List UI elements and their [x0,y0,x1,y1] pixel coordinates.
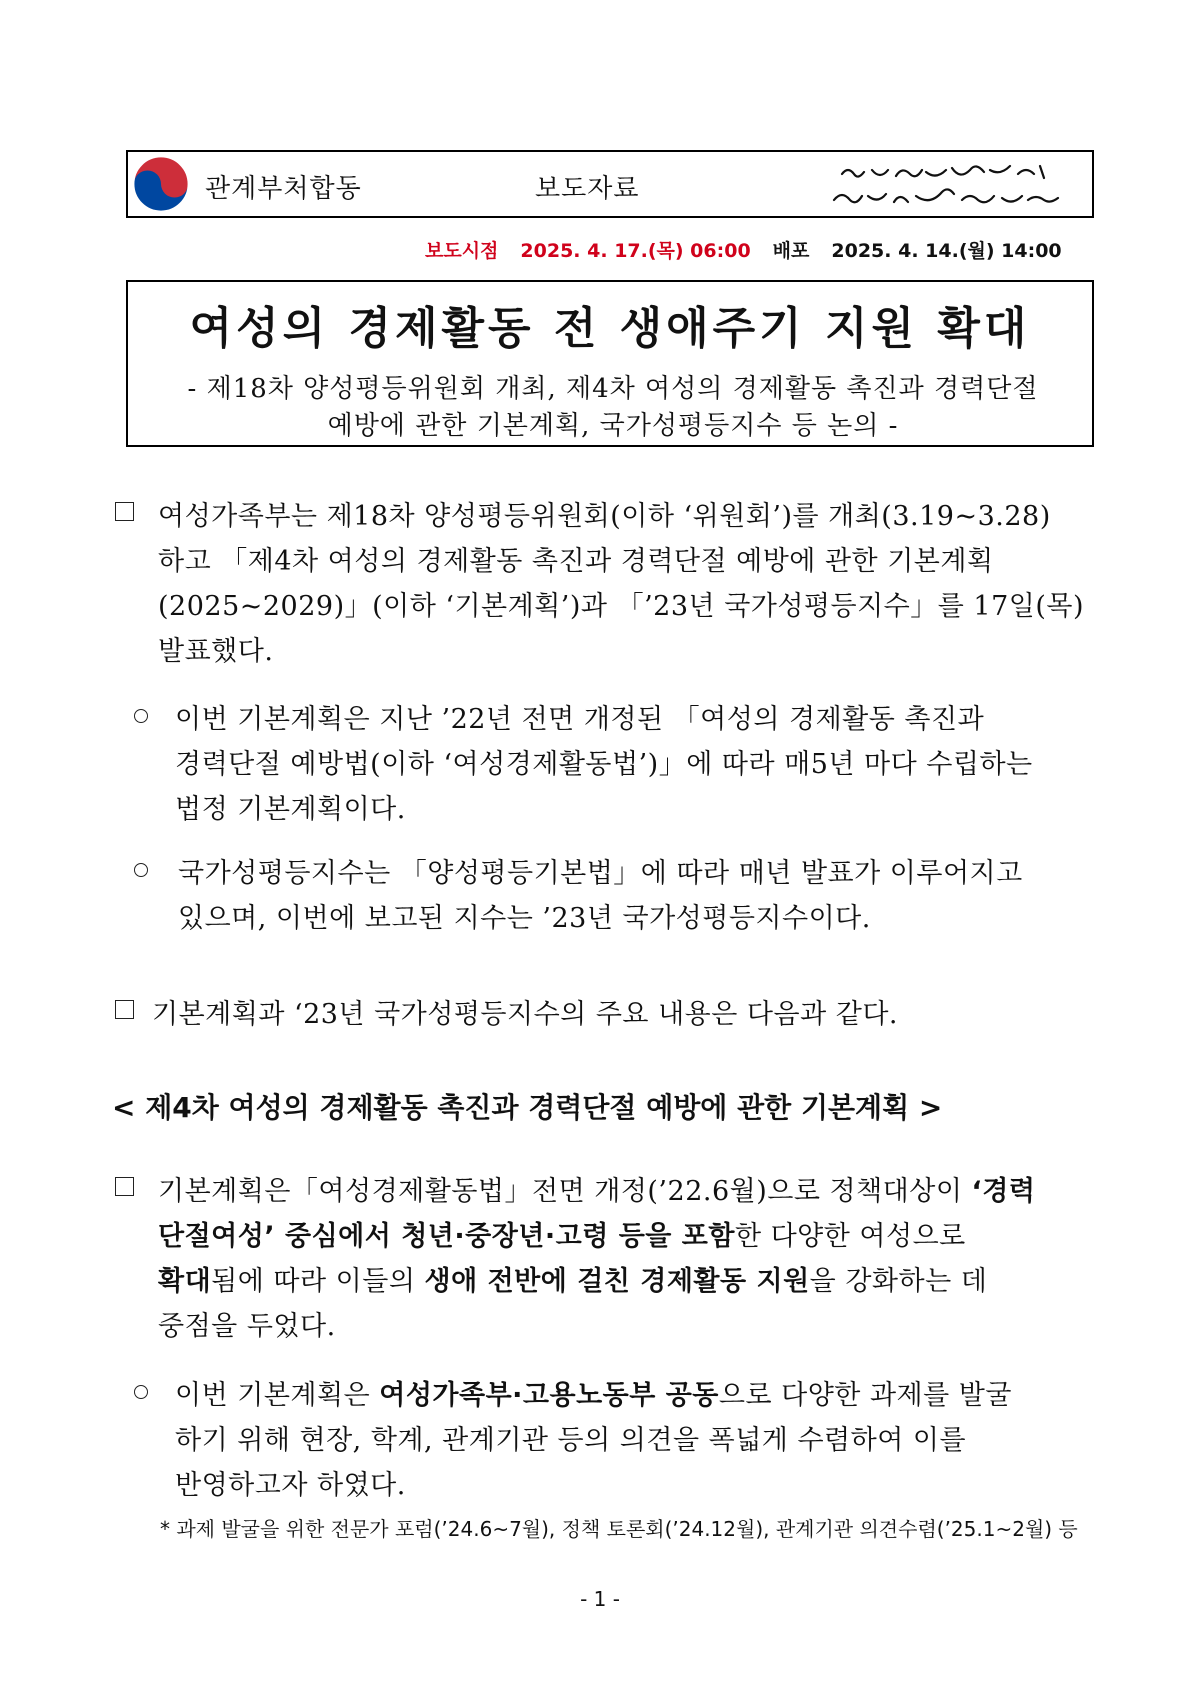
subpoint-3a-line-2: 하기 위해 현장, 학계, 관계기관 등의 의견을 폭넓게 수렴하여 이를 [175,1425,967,1456]
section-heading: < 제4차 여성의 경제활동 촉진과 경력단절 예방에 관한 기본계획 > [112,1091,943,1124]
circle-bullet-icon [134,863,148,877]
emphasis: 확대 [158,1266,212,1297]
subpoint-3a-line-1 [175,1373,1012,1412]
subpoint-3a-line-3: 반영하고자 하였다. [175,1470,406,1501]
paragraph-3-line-4: 중점을 두었다. [158,1311,336,1342]
subtitle-line-2: 예방에 관한 기본계획, 국가성평등지수 등 논의 - [327,411,899,441]
text: 이번 기본계획은 [175,1380,380,1411]
paragraph-3-line-1 [158,1169,1035,1208]
text: 기본계획은「여성경제활동법」전면 개정(’22.6월)으로 정책대상이 [158,1176,972,1207]
subpoint-1a-line-2: 경력단절 예방법(이하 ‘여성경제활동법’)」에 따라 매5년 마다 수립하는 [175,749,1033,780]
text: 을 강화하는 데 [809,1266,988,1297]
circle-bullet-icon [134,1385,148,1399]
square-bullet-icon [115,502,134,521]
subpoint-1a-line-1: 이번 기본계획은 지난 ’22년 전면 개정된 「여성의 경제활동 촉진과 [175,704,985,735]
square-bullet-icon [115,1000,134,1019]
embargo-label: 보도시점 [425,240,499,262]
paragraph-3-line-3 [158,1259,987,1298]
square-bullet-icon [115,1177,134,1196]
embargo-time: 2025. 4. 17.(목) 06:00 [520,240,751,262]
text: 됨에 따라 이들의 [211,1266,425,1297]
document-title: 여성의 경제활동 전 생애주기 지원 확대 [189,303,1031,354]
paragraph-2-line-1: 기본계획과 ‘23년 국가성평등지수의 주요 내용은 다음과 같다. [152,999,898,1030]
document-type: 보도자료 [535,174,640,204]
emphasis: 단절여성’ 중심에서 청년·중장년·고령 등을 포함 [158,1221,735,1252]
circle-bullet-icon [134,709,148,723]
subpoint-1b-line-1: 국가성평등지수는 「양성평등기본법」에 따라 매년 발표가 이루어지고 [178,858,1023,889]
paragraph-1-line-1 [158,494,1090,533]
subpoint-1a-line-3: 법정 기본계획이다. [175,794,406,825]
page-number: - 1 - [580,1587,620,1611]
emphasis: 생애 전반에 걸친 경제활동 지원 [424,1266,810,1297]
text: 여성가족부는 제18차 양성평등위원회(이하 ‘위원회’)를 개최(3.19~3.28) [158,501,1051,532]
subpoint-1b-line-2: 있으며, 이번에 보고된 지수는 ’23년 국가성평등지수이다. [178,903,871,934]
government-taeguk-logo-icon [132,155,190,213]
emphasis: ‘경력 [971,1176,1036,1207]
handwritten-slogan-signature [822,156,1072,212]
text: 한 다양한 여성으로 [734,1221,966,1252]
text: 으로 다양한 과제를 발굴 [718,1380,1012,1411]
paragraph-1-line-4: 발표했다. [158,636,274,667]
footnote: * 과제 발굴을 위한 전문가 포럼(’24.6~7월), 정책 토론회(’24.12월), 관계기관 의견수렴(’25.1~2월) 등 [160,1517,1078,1541]
paragraph-3-line-2 [158,1214,966,1253]
subtitle-line-1: - 제18차 양성평등위원회 개최, 제4차 여성의 경제활동 촉진과 경력단절 [187,374,1039,404]
emphasis: 여성가족부·고용노동부 공동 [379,1380,719,1411]
organization-name: 관계부처합동 [205,174,362,204]
distribution-label: 배포 [772,240,810,262]
paragraph-1-line-2: 하고 「제4차 여성의 경제활동 촉진과 경력단절 예방에 관한 기본계획 [158,546,994,577]
distribution-time: 2025. 4. 14.(월) 14:00 [831,240,1062,262]
paragraph-1-line-3: (2025~2029)」(이하 ‘기본계획’)과 「’23년 국가성평등지수」를 17일(목) [158,591,1085,622]
release-timing-line [425,236,1062,263]
